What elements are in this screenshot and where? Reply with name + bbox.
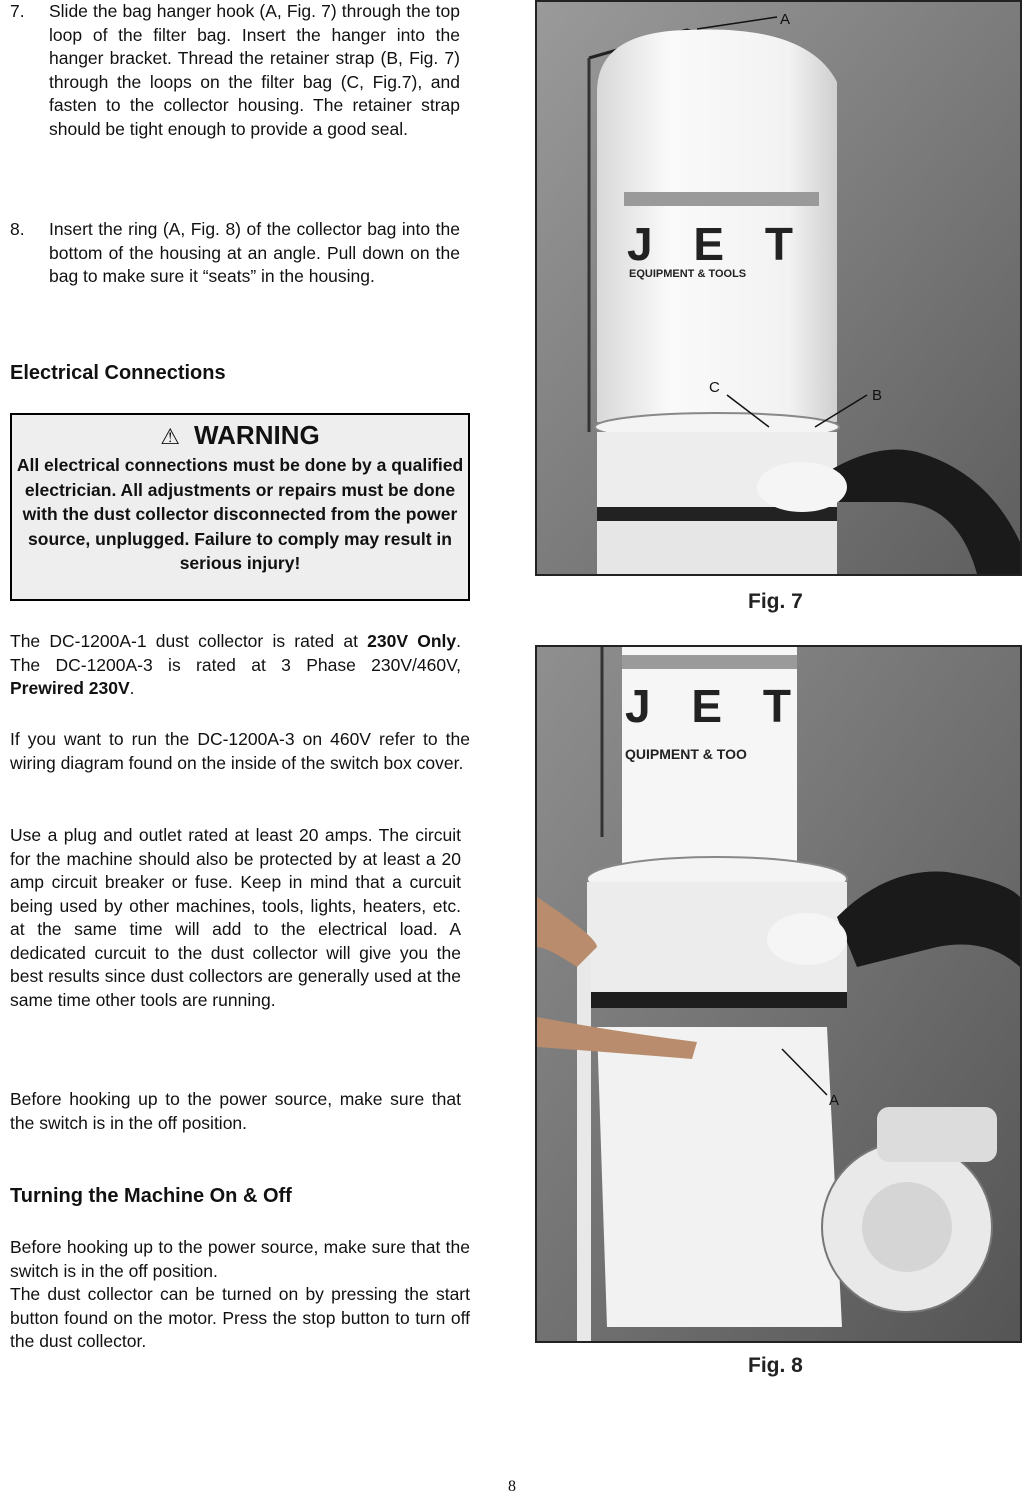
fig8-illustration xyxy=(537,647,1020,1341)
switch-paragraph: Before hooking up to the power source, make sure that the switch is in the off position. xyxy=(10,1089,461,1133)
warning-body: All electrical connections must be done by a qualified electrician. All adjustments or repairs must be done with the dust collector disconnected from the power source, unplugged. Failure to comply may result in serious injury! xyxy=(16,455,464,573)
electrical-heading: Electrical Connections xyxy=(10,362,226,384)
warning-triangle-icon: ⚠ xyxy=(160,424,181,449)
fig7-logo-bar xyxy=(624,192,819,206)
onoff-paragraph-2: The dust collector can be turned on by pressing the start button found on the motor. Press the stop button to turn off the dust collector. xyxy=(10,1284,470,1351)
fig7-lower-bag xyxy=(597,521,837,574)
step-text: Slide the bag hanger hook (A, Fig. 7) through the top loop of the filter bag. Insert the hanger into the hanger bracket. Thread the retainer strap (B, Fig. 7) through the loops on the filter bag (C, Fig.7), and fasten to the collector housing. The retainer strap should be tight enough to provide a good seal. xyxy=(49,1,460,139)
fig7-photo xyxy=(535,0,1022,576)
fig7-logo-sub: EQUIPMENT & TOOLS xyxy=(629,268,747,280)
fig7-caption: Fig. 7 xyxy=(748,590,803,613)
fig8-logo-bar xyxy=(622,655,797,669)
fig8-blower-impeller xyxy=(862,1182,952,1272)
rating-bold-1: 230V Only xyxy=(367,631,457,651)
step-number: 7. xyxy=(10,1,25,21)
wiring-paragraph: If you want to run the DC-1200A-3 on 460V refer to the wiring diagram found on the inside of the switch box cover. xyxy=(10,729,470,773)
circuit-paragraph: Use a plug and outlet rated at least 20 amps. The circuit for the machine should also be protected by at least a 20 amp circuit breaker or fuse. Keep in mind that a curcuit being used by other machines, tools, lights, heaters, etc. at the same time will add to the electrical load. A dedicated curcuit to the dust collector will give you the best results since dust collectors are generally used at the same time other tools are running. xyxy=(10,825,461,1010)
fig7-callout-b: B xyxy=(872,387,883,404)
fig8-callout-a: A xyxy=(829,1092,840,1109)
fig7-inlet xyxy=(757,462,847,512)
rating-text-3: . xyxy=(129,678,135,698)
fig8-gasket xyxy=(587,992,847,1008)
fig7-logo: J E T xyxy=(627,218,807,270)
warning-title-text: WARNING xyxy=(194,420,320,450)
fig8-motor xyxy=(877,1107,997,1162)
warning-box xyxy=(10,413,470,601)
fig7-illustration xyxy=(537,2,1020,574)
fig7-callout-a: A xyxy=(780,11,791,28)
fig8-logo: J E T xyxy=(625,680,805,732)
rating-text-2: . The DC-1200A-3 is rated at 3 Phase 230V/460V, xyxy=(10,631,461,675)
fig8-photo xyxy=(535,645,1022,1343)
rating-paragraph xyxy=(10,630,461,701)
fig8-caption: Fig. 8 xyxy=(748,1354,803,1377)
fig8-logo-sub: QUIPMENT & TOO xyxy=(625,746,747,762)
onoff-paragraph-1: Before hooking up to the power source, make sure that the switch is in the off position. xyxy=(10,1237,470,1281)
step-number: 8. xyxy=(10,219,25,239)
onoff-heading: Turning the Machine On & Off xyxy=(10,1185,292,1207)
step-text: Insert the ring (A, Fig. 8) of the collector bag into the bottom of the housing at an angle. Pull down on the bag to make sure it “seats” in the housing. xyxy=(49,219,460,286)
fig7-callout-c: C xyxy=(709,379,720,396)
rating-bold-2: Prewired 230V xyxy=(10,678,130,698)
rating-text-1: The DC-1200A-1 dust collector is rated at xyxy=(10,631,368,651)
warning-title xyxy=(12,419,468,453)
fig8-inlet xyxy=(767,913,847,965)
page-number: 8 xyxy=(508,1478,516,1495)
fig8-stand-post xyxy=(577,957,591,1341)
